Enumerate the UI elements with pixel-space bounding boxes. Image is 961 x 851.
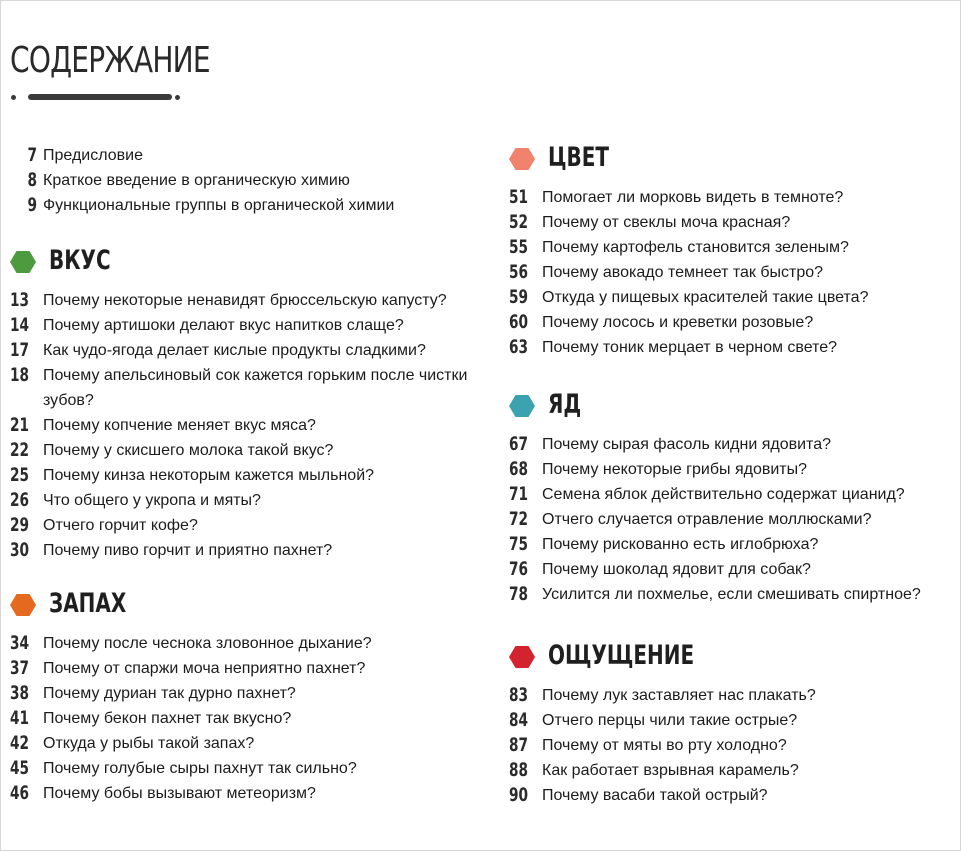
page-number: 17 <box>10 339 30 361</box>
toc-entry[interactable] <box>509 235 949 260</box>
toc-entry[interactable] <box>509 482 949 507</box>
intro-list <box>10 143 480 218</box>
page-number: 9 <box>27 194 37 216</box>
entry-title: Почему дуриан так дурно пахнет? <box>43 685 296 702</box>
toc-entry[interactable] <box>10 168 480 193</box>
page-number: 46 <box>10 782 30 804</box>
section-title: ЯД <box>548 389 582 420</box>
section-title: ЗАПАХ <box>49 588 127 619</box>
page-number: 26 <box>10 489 30 511</box>
hexagon-icon <box>509 148 535 170</box>
entry-title: Почему от спаржи моча неприятно пахнет? <box>43 660 366 677</box>
toc-entry[interactable] <box>10 338 480 363</box>
toc-entry[interactable] <box>10 363 480 413</box>
page-number: 84 <box>509 709 529 731</box>
toc-entry[interactable] <box>509 185 949 210</box>
toc-entry[interactable] <box>10 656 480 681</box>
toc-entry[interactable] <box>509 532 949 557</box>
page-number: 72 <box>509 508 529 530</box>
page-number: 13 <box>10 289 30 311</box>
page-number: 34 <box>10 632 30 654</box>
toc-entry[interactable] <box>509 708 949 733</box>
entry-title: Как работает взрывная карамель? <box>542 762 799 779</box>
toc-entry[interactable] <box>10 288 480 313</box>
toc-entry[interactable] <box>509 758 949 783</box>
page-number: 68 <box>509 458 529 480</box>
left-column <box>10 143 480 806</box>
entry-title: Откуда у рыбы такой запах? <box>43 735 255 752</box>
section-sensation-list <box>509 683 949 808</box>
toc-entry[interactable] <box>509 683 949 708</box>
page-title: СОДЕРЖАНИЕ <box>10 40 210 81</box>
page-number: 83 <box>509 684 529 706</box>
title-rule <box>28 94 172 100</box>
page-number: 63 <box>509 336 529 358</box>
toc-entry[interactable] <box>509 783 949 808</box>
page-number: 59 <box>509 286 529 308</box>
toc-entry[interactable] <box>10 731 480 756</box>
entry-title: Почему артишоки делают вкус напитков слаще? <box>43 317 404 334</box>
toc-entry[interactable] <box>509 582 949 607</box>
entry-title: Почему некоторые грибы ядовиты? <box>542 461 807 478</box>
entry-title: Почему от мяты во рту холодно? <box>542 737 787 754</box>
page-number: 71 <box>509 483 529 505</box>
toc-entry[interactable] <box>509 260 949 285</box>
entry-title: Почему после чеснока зловонное дыхание? <box>43 635 372 652</box>
page-number: 87 <box>509 734 529 756</box>
right-column <box>509 135 949 808</box>
page-number: 42 <box>10 732 30 754</box>
section-poison-list <box>509 432 949 607</box>
toc-entry[interactable] <box>509 457 949 482</box>
entry-title: Почему авокадо темнеет так быстро? <box>542 264 824 281</box>
toc-entry[interactable] <box>10 538 480 563</box>
toc-entry[interactable] <box>10 463 480 488</box>
page-number: 30 <box>10 539 30 561</box>
entry-title: Почему у скисшего молока такой вкус? <box>43 442 334 459</box>
page-number: 37 <box>10 657 30 679</box>
page-number: 45 <box>10 757 30 779</box>
entry-title: Почему апельсиновый сок кажется горьким после чистки зубов? <box>43 367 468 409</box>
hexagon-icon <box>509 646 535 668</box>
entry-title: Почему лук заставляет нас плакать? <box>542 687 816 704</box>
entry-title: Что общего у укропа и мяты? <box>43 492 261 509</box>
toc-entry[interactable] <box>10 781 480 806</box>
entry-title: Почему от свеклы моча красная? <box>542 214 791 231</box>
entry-title: Почему шоколад ядовит для собак? <box>542 561 811 578</box>
toc-entry[interactable] <box>10 488 480 513</box>
page-number: 67 <box>509 433 529 455</box>
toc-entry[interactable] <box>509 557 949 582</box>
toc-entry[interactable] <box>10 513 480 538</box>
entry-title: Почему картофель становится зеленым? <box>542 239 849 256</box>
page-number: 7 <box>27 144 37 166</box>
entry-title: Отчего случается отравление моллюсками? <box>542 511 872 528</box>
entry-title: Почему бекон пахнет так вкусно? <box>43 710 292 727</box>
toc-entry[interactable] <box>509 310 949 335</box>
page-number: 38 <box>10 682 30 704</box>
entry-title: Отчего горчит кофе? <box>43 517 198 534</box>
page-number: 76 <box>509 558 529 580</box>
entry-title: Откуда у пищевых красителей такие цвета? <box>542 289 869 306</box>
toc-entry[interactable] <box>10 193 480 218</box>
toc-entry[interactable] <box>509 335 949 360</box>
section-taste-list <box>10 288 480 563</box>
entry-title: Усилится ли похмелье, если смешивать спиртное? <box>542 586 921 603</box>
page-number: 75 <box>509 533 529 555</box>
entry-title: Почему кинза некоторым кажется мыльной? <box>43 467 375 484</box>
entry-title: Предисловие <box>43 147 143 164</box>
toc-entry[interactable] <box>509 733 949 758</box>
page-number: 51 <box>509 186 529 208</box>
page-number: 41 <box>10 707 30 729</box>
entry-title: Семена яблок действительно содержат цианид? <box>542 486 905 503</box>
entry-title: Почему бобы вызывают метеоризм? <box>43 785 316 802</box>
section-title: ОЩУЩЕНИЕ <box>548 640 695 671</box>
entry-title: Отчего перцы чили такие острые? <box>542 712 798 729</box>
toc-entry[interactable] <box>509 210 949 235</box>
entry-title: Как чудо-ягода делает кислые продукты сладкими? <box>43 342 426 359</box>
toc-entry[interactable] <box>10 413 480 438</box>
page-number: 56 <box>509 261 529 283</box>
toc-entry[interactable] <box>509 507 949 532</box>
hexagon-icon <box>509 395 535 417</box>
entry-title: Почему васаби такой острый? <box>542 787 768 804</box>
section-color-list <box>509 185 949 360</box>
page-number: 88 <box>509 759 529 781</box>
title-rule-dot-left <box>11 95 16 100</box>
toc-entry[interactable] <box>10 756 480 781</box>
entry-title: Почему сырая фасоль кидни ядовита? <box>542 436 831 453</box>
toc-entry[interactable] <box>10 681 480 706</box>
hexagon-icon <box>10 251 36 273</box>
page-number: 55 <box>509 236 529 258</box>
page-number: 78 <box>509 583 529 605</box>
title-rule-dot-right <box>175 95 180 100</box>
page-number: 8 <box>27 169 37 191</box>
entry-title: Почему тоник мерцает в черном свете? <box>542 339 838 356</box>
toc-entry[interactable] <box>509 285 949 310</box>
toc-entry[interactable] <box>10 631 480 656</box>
page-number: 60 <box>509 311 529 333</box>
page-number: 29 <box>10 514 30 536</box>
toc-entry[interactable] <box>10 438 480 463</box>
entry-title: Почему рискованно есть иглобрюха? <box>542 536 819 553</box>
section-smell-list <box>10 631 480 806</box>
toc-entry[interactable] <box>509 432 949 457</box>
entry-title: Почему некоторые ненавидят брюссельскую капусту? <box>43 292 447 309</box>
page-number: 21 <box>10 414 30 436</box>
entry-title: Почему лосось и креветки розовые? <box>542 314 814 331</box>
toc-entry[interactable] <box>10 706 480 731</box>
page-number: 52 <box>509 211 529 233</box>
section-title: ЦВЕТ <box>548 142 610 173</box>
toc-entry[interactable] <box>10 143 480 168</box>
hexagon-icon <box>10 594 36 616</box>
entry-title: Помогает ли морковь видеть в темноте? <box>542 189 844 206</box>
entry-title: Почему копчение меняет вкус мяса? <box>43 417 316 434</box>
page-number: 25 <box>10 464 30 486</box>
toc-entry[interactable] <box>10 313 480 338</box>
entry-title: Почему пиво горчит и приятно пахнет? <box>43 542 333 559</box>
page-number: 14 <box>10 314 30 336</box>
page-number: 18 <box>10 364 30 386</box>
page-number: 90 <box>509 784 529 806</box>
page-number: 22 <box>10 439 30 461</box>
section-title: ВКУС <box>49 245 111 276</box>
entry-title: Почему голубые сыры пахнут так сильно? <box>43 760 357 777</box>
entry-title: Функциональные группы в органической химии <box>43 197 395 214</box>
entry-title: Краткое введение в органическую химию <box>43 172 350 189</box>
